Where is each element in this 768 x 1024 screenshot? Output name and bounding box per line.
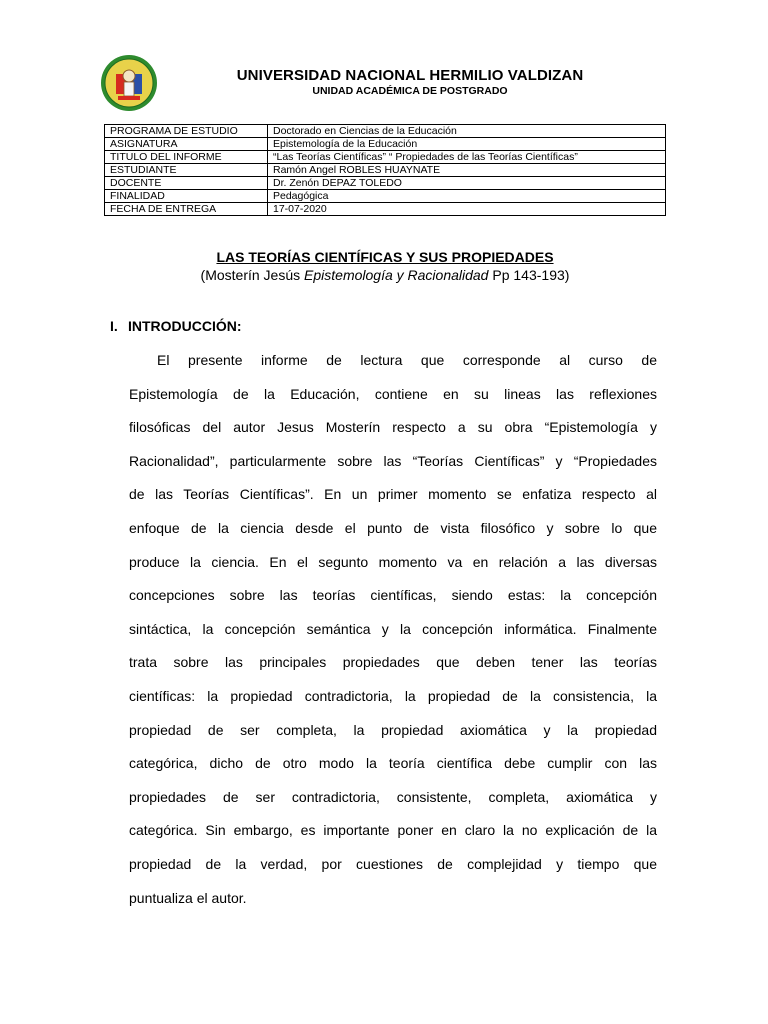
university-seal-icon (100, 54, 158, 112)
info-label: DOCENTE (105, 177, 268, 190)
section-heading (110, 318, 242, 334)
paragraph-line: propiedad de la verdad, por cuestiones de complejidad y tiempo que (129, 855, 657, 872)
info-value: 17-07-2020 (268, 203, 666, 216)
info-row (105, 151, 666, 164)
info-label: FINALIDAD (105, 190, 268, 203)
paragraph-line: produce la ciencia. En el segunto momento va en relación a las diversas (129, 553, 657, 570)
info-value: Doctorado en Ciencias de la Educación (268, 125, 666, 138)
info-label: PROGRAMA DE ESTUDIO (105, 125, 268, 138)
paragraph-line: científicas: la propiedad contradictoria, la propiedad de la consistencia, la (129, 687, 657, 704)
info-table (104, 124, 666, 216)
university-name: UNIVERSIDAD NACIONAL HERMILIO VALDIZAN (236, 67, 584, 84)
paragraph-line: puntualiza el autor. (129, 889, 247, 906)
paragraph-line: filosóficas del autor Jesus Mosterín respecto a su obra “Epistemología y (129, 419, 657, 436)
info-label: ESTUDIANTE (105, 164, 268, 177)
academic-unit: UNIDAD ACADÉMICA DE POSTGRADO (312, 85, 508, 97)
paragraph-line: Racionalidad”, particularmente sobre las “Teorías Científicas” y “Propiedades (129, 452, 657, 469)
paragraph-line: Epistemología de la Educación, contiene en su lineas las reflexiones (129, 385, 657, 402)
paragraph-line: propiedad de ser completa, la propiedad axiomática y la propiedad (129, 721, 657, 738)
info-row (105, 125, 666, 138)
reference-work: Epistemología y Racionalidad (304, 267, 489, 283)
paragraph-line: concepciones sobre las teorías científicas, siendo estas: la concepción (129, 587, 657, 604)
info-row (105, 138, 666, 151)
introduction-paragraph (129, 344, 657, 915)
paragraph-line: propiedades de ser contradictoria, consistente, completa, axiomática y (129, 788, 657, 805)
paragraph-line: El presente informe de lectura que corresponde al curso de (157, 352, 657, 368)
paragraph-line: de las Teorías Científicas”. En un primer momento se enfatiza respecto al (129, 486, 657, 503)
info-row (105, 190, 666, 203)
reference-open: (Mosterín Jesús (200, 267, 305, 283)
info-value: “Las Teorías Científicas” “ Propiedades de las Teorías Científicas” (268, 151, 666, 164)
section-title: INTRODUCCIÓN: (128, 318, 242, 334)
info-row (105, 177, 666, 190)
info-label: TITULO DEL INFORME (105, 151, 268, 164)
info-label: FECHA DE ENTREGA (105, 203, 268, 216)
paragraph-line: categórica. Sin embargo, es importante poner en claro la no explicación de la (129, 822, 657, 839)
info-label: ASIGNATURA (105, 138, 268, 151)
info-row (105, 203, 666, 216)
info-row (105, 164, 666, 177)
section-number: I. (110, 318, 118, 334)
info-value: Dr. Zenón DEPAZ TOLEDO (268, 177, 666, 190)
paragraph-line: sintáctica, la concepción semántica y la concepción informática. Finalmente (129, 620, 657, 637)
info-value: Ramón Angel ROBLES HUAYNATE (268, 164, 666, 177)
reference-close: Pp 143-193) (488, 267, 570, 283)
info-value: Pedagógica (268, 190, 666, 203)
paragraph-line: categórica, dicho de otro modo la teoría científica debe cumplir con las (129, 755, 657, 772)
paragraph-line: trata sobre las principales propiedades que deben tener las teorías (129, 654, 657, 671)
info-value: Epistemología de la Educación (268, 138, 666, 151)
document-title: LAS TEORÍAS CIENTÍFICAS Y SUS PROPIEDADES (216, 249, 554, 265)
paragraph-line: enfoque de la ciencia desde el punto de vista filosófico y sobre lo que (129, 519, 657, 536)
document-reference (104, 267, 666, 283)
